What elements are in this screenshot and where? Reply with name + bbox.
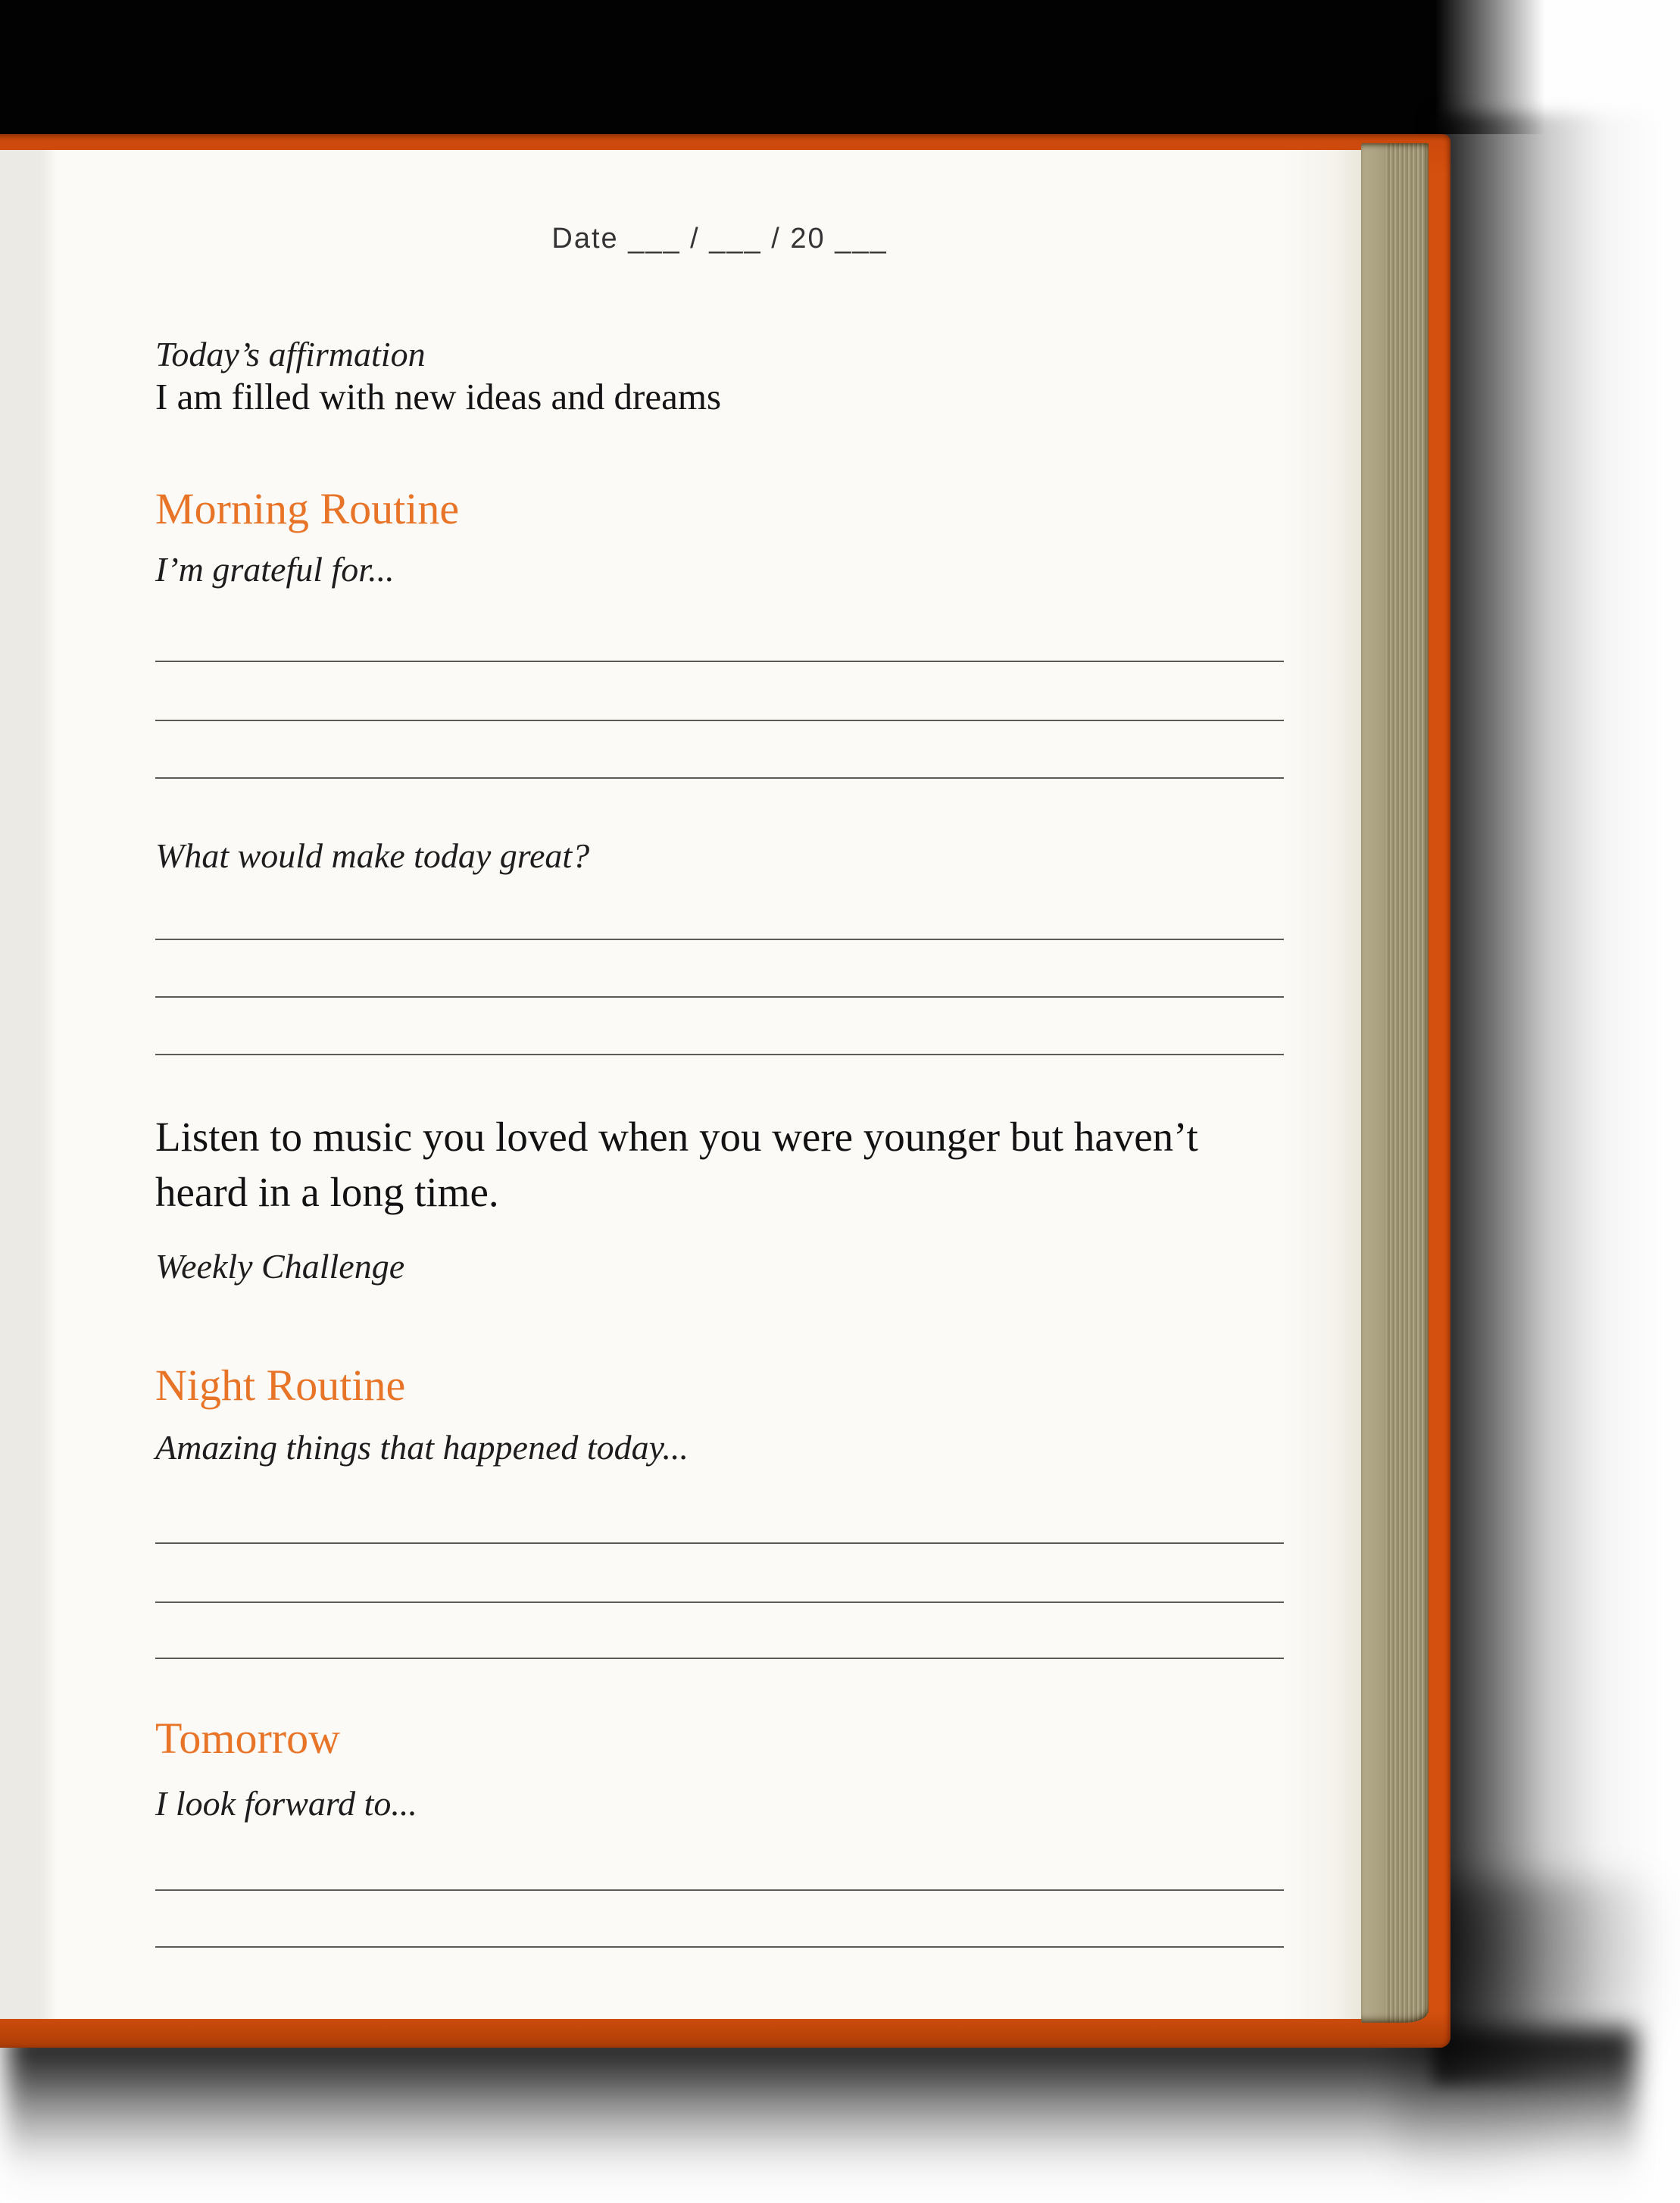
prompt-grateful-for: I’m grateful for... (155, 550, 395, 589)
dark-background-surface (0, 0, 1560, 134)
ruled-line (155, 720, 1284, 721)
date-fill-in-line: Date ___ / ___ / 20 ___ (551, 223, 888, 255)
ruled-line (155, 996, 1284, 998)
section-title-tomorrow: Tomorrow (155, 1714, 341, 1763)
ruled-line (155, 1889, 1284, 1891)
book-shadow-right (1433, 114, 1660, 2083)
affirmation-label: Today’s affirmation (155, 335, 426, 373)
affirmation-text: I am filled with new ideas and dreams (155, 376, 722, 417)
ruled-line (155, 1542, 1284, 1544)
prompt-look-forward-to: I look forward to... (155, 1784, 417, 1823)
section-title-morning-routine: Morning Routine (155, 484, 460, 533)
ruled-line (155, 661, 1284, 662)
weekly-challenge-label: Weekly Challenge (155, 1247, 405, 1286)
prompt-amazing-things: Amazing things that happened today... (155, 1428, 689, 1467)
ruled-line (155, 1601, 1284, 1603)
ruled-line (155, 1946, 1284, 1948)
page-stack-fore-edge (1361, 143, 1429, 2023)
weekly-challenge-text: Listen to music you loved when you were younger but haven’t heard in a long time. (155, 1114, 1198, 1215)
journal-page (0, 150, 1361, 2019)
ruled-line (155, 1658, 1284, 1659)
prompt-make-today-great: What would make today great? (155, 836, 590, 875)
ruled-line (155, 777, 1284, 779)
page-gutter-shading (0, 150, 58, 2019)
ruled-line (155, 939, 1284, 940)
hardcover-journal (0, 134, 1450, 2048)
ruled-line (155, 1054, 1284, 1055)
section-title-night-routine: Night Routine (155, 1361, 406, 1410)
book-shadow-bottom (8, 2029, 1636, 2195)
